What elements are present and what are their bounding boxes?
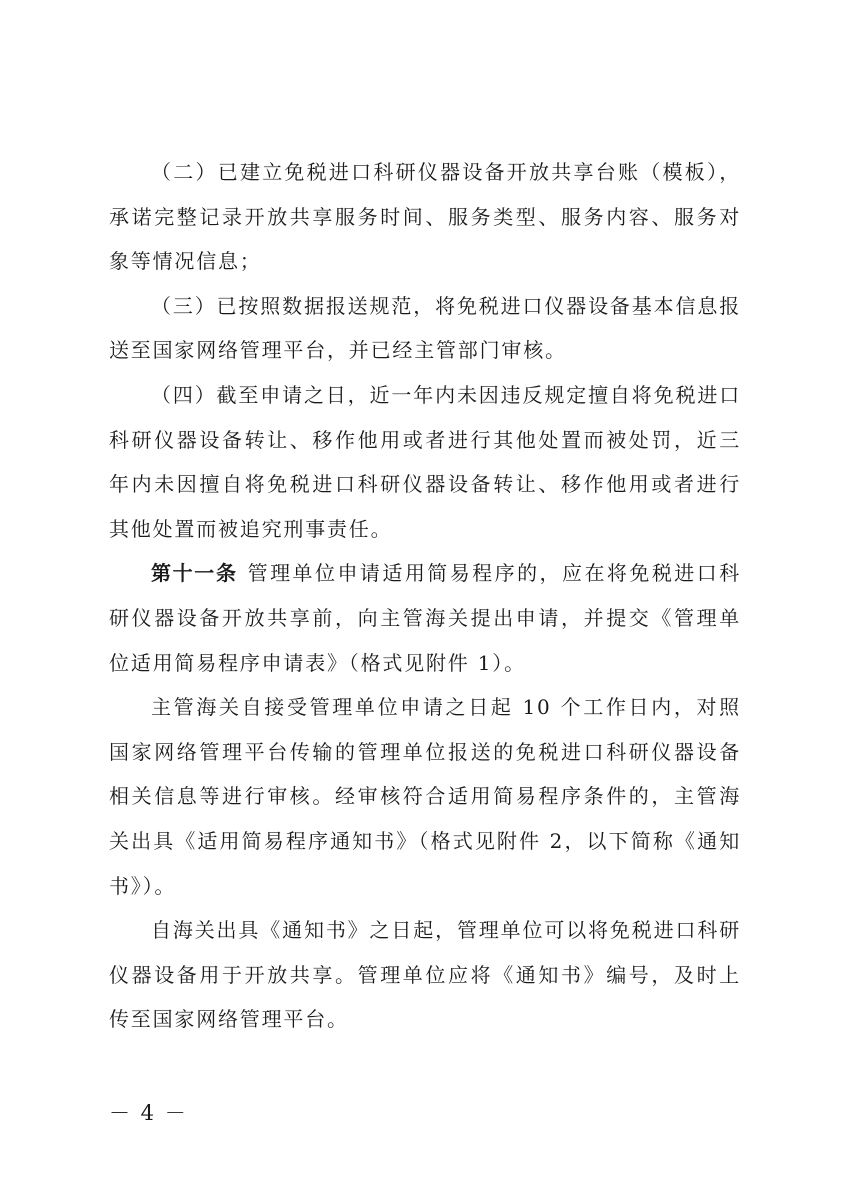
page-number: － 4 － [109,1101,188,1125]
document-body [109,150,741,1042]
article-11-label: 第十一条 [151,561,238,586]
clause-2-paragraph [109,150,741,284]
clause-3-paragraph [109,284,741,373]
clause-4-paragraph [109,373,741,551]
article-11-paragraph [109,551,741,685]
review-text: 主管海关自接受管理单位申请之日起 10 个工作日内，对照国家网络管理平台传输的管理单位报送的免税进口科研仪器设备相关信息等进行审核。经审核符合适用简易程序条件的，主管海关出具《适用简易程序通知书》（格式见附件 2，以下简称《通知书》）。 [109,695,741,898]
clause-3-text: （三）已按照数据报送规范，将免税进口仪器设备基本信息报送至国家网络管理平台，并已经主管部门审核。 [109,293,741,363]
article-11-text: 管理单位申请适用简易程序的，应在将免税进口科研仪器设备开放共享前，向主管海关提出申请，并提交《管理单位适用简易程序申请表》（格式见附件 1）。 [109,561,741,675]
review-paragraph [109,685,741,908]
notice-paragraph [109,908,741,1042]
clause-2-text: （二）已建立免税进口科研仪器设备开放共享台账（模板），承诺完整记录开放共享服务时间、服务类型、服务内容、服务对象等情况信息； [109,160,741,274]
notice-text: 自海关出具《通知书》之日起，管理单位可以将免税进口科研仪器设备用于开放共享。管理单位应将《通知书》编号，及时上传至国家网络管理平台。 [109,918,741,1032]
clause-4-text: （四）截至申请之日，近一年内未因违反规定擅自将免税进口科研仪器设备转让、移作他用或者进行其他处置而被处罚，近三年内未因擅自将免税进口科研仪器设备转让、移作他用或者进行其他处置而被追究刑事责任。 [109,382,741,541]
